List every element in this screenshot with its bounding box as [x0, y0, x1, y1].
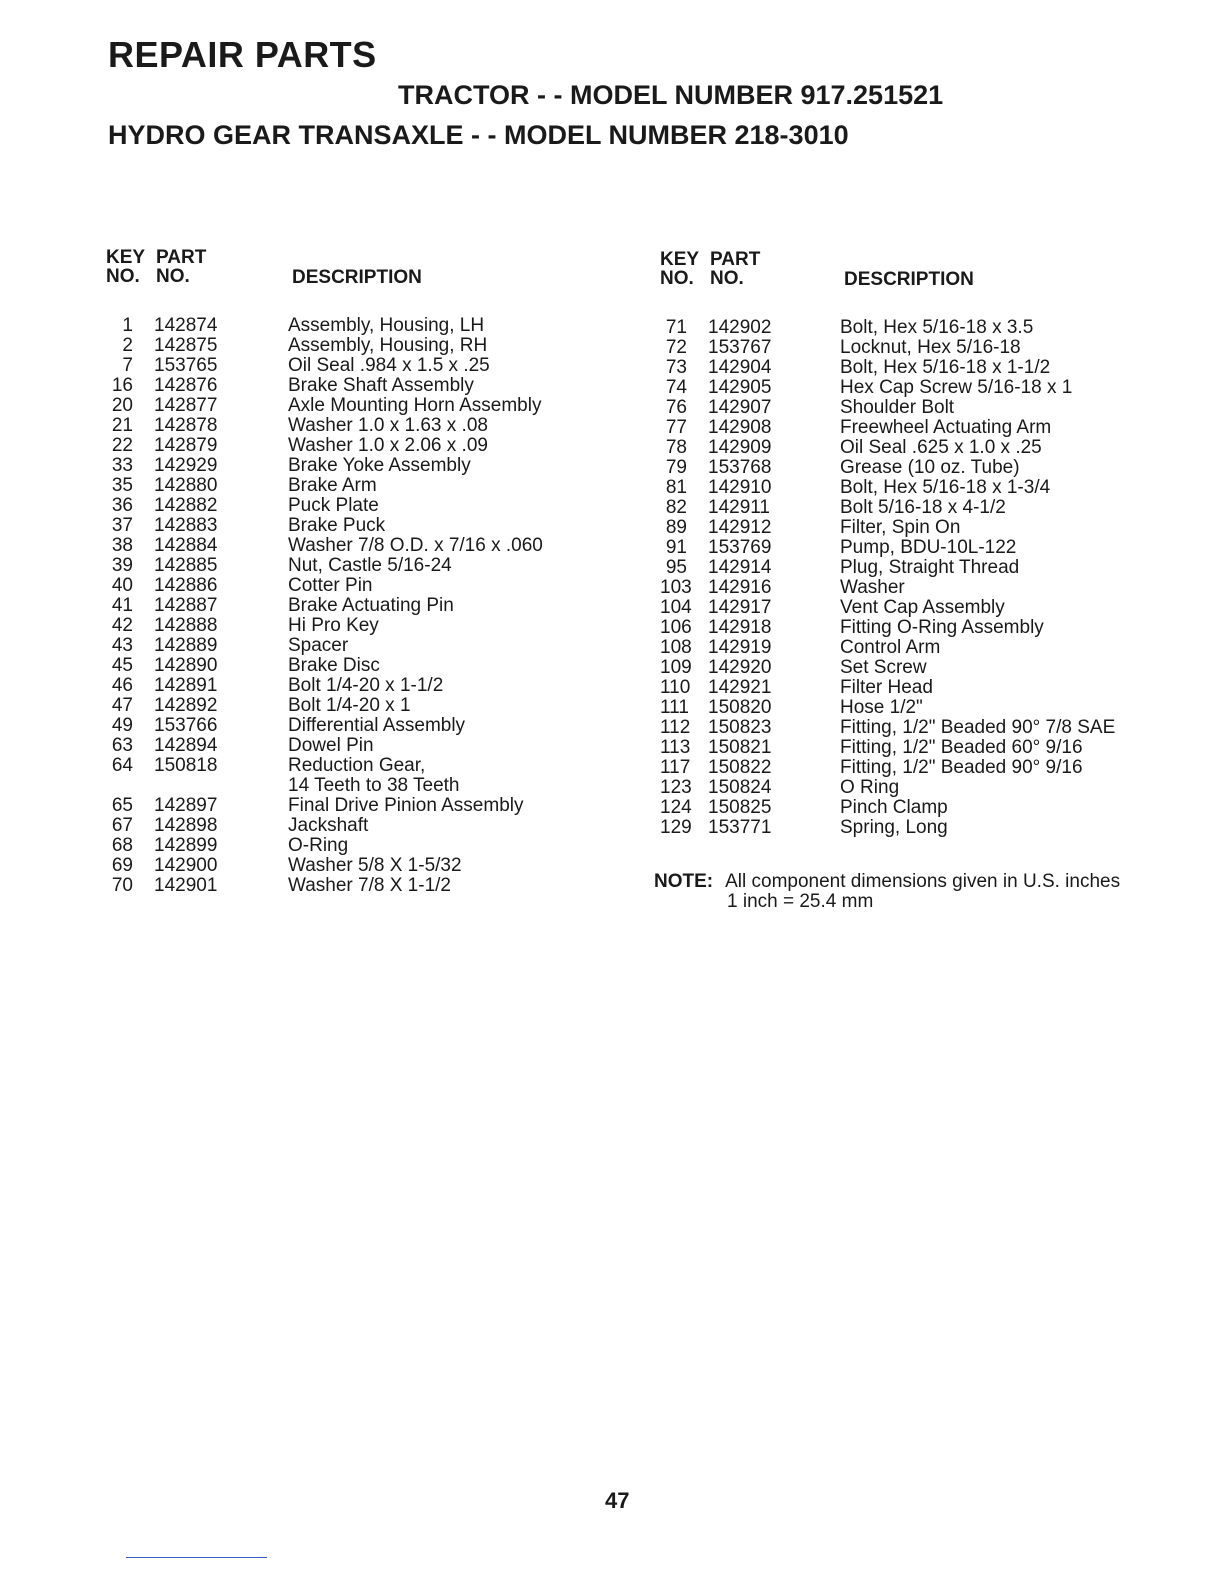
key-no: 106 [660, 617, 692, 638]
part-description: Fitting, 1/2" Beaded 90° 7/8 SAE [840, 717, 1116, 738]
part-header-bottom: NO. [710, 268, 744, 289]
key-no: 67 [111, 815, 133, 836]
key-no: 40 [111, 575, 133, 596]
part-description: O-Ring [288, 835, 349, 856]
part-description: Assembly, Housing, LH [288, 315, 485, 336]
key-no: 123 [660, 777, 692, 798]
key-no: 112 [660, 717, 691, 738]
part-no: 142921 [708, 677, 772, 698]
key-no: 89 [665, 517, 687, 538]
part-description: Pinch Clamp [840, 797, 948, 818]
part-description: Bolt, Hex 5/16-18 x 1-3/4 [840, 477, 1051, 498]
key-no: 76 [665, 397, 687, 418]
key-no: 117 [660, 757, 691, 778]
part-description: Freewheel Actuating Arm [840, 417, 1052, 438]
part-description: Brake Arm [288, 475, 377, 496]
part-no: 142901 [154, 875, 218, 896]
key-no: 111 [660, 697, 689, 718]
part-description: Washer 1.0 x 2.06 x .09 [288, 435, 488, 456]
part-description: Oil Seal .984 x 1.5 x .25 [288, 355, 490, 376]
part-description: Dowel Pin [288, 735, 374, 756]
part-no: 142874 [154, 315, 218, 336]
key-header-top: KEY [660, 249, 700, 270]
part-description: Axle Mounting Horn Assembly [288, 395, 542, 416]
part-header-top: PART [156, 247, 207, 268]
part-description: Brake Actuating Pin [288, 595, 454, 616]
note-line-1: All component dimensions given in U.S. inches [725, 871, 1121, 892]
key-no: 41 [111, 595, 133, 616]
part-description: O Ring [840, 777, 900, 798]
key-no: 20 [111, 395, 133, 416]
transaxle-model-heading: HYDRO GEAR TRANSAXLE - - MODEL NUMBER 218-3010 [108, 120, 849, 150]
part-no: 142879 [154, 435, 218, 456]
key-no: 7 [122, 355, 133, 376]
part-no: 142909 [708, 437, 772, 458]
part-no: 142910 [708, 477, 772, 498]
key-no: 91 [665, 537, 687, 558]
part-no: 142904 [708, 357, 772, 378]
part-description: Bolt 5/16-18 x 4-1/2 [840, 497, 1006, 518]
part-description: Spacer [288, 635, 349, 656]
part-no: 153765 [154, 355, 218, 376]
part-description: Grease (10 oz. Tube) [840, 457, 1020, 478]
key-no: 43 [111, 635, 133, 656]
key-no: 16 [111, 375, 133, 396]
part-no: 142877 [154, 395, 218, 416]
part-description: Set Screw [840, 657, 927, 678]
page-number: 47 [605, 1488, 630, 1513]
part-description: Jackshaft [288, 815, 369, 836]
part-no: 142918 [708, 617, 772, 638]
part-description: Nut, Castle 5/16-24 [288, 555, 452, 576]
part-no: 142889 [154, 635, 218, 656]
part-description: Final Drive Pinion Assembly [288, 795, 524, 816]
part-no: 142886 [154, 575, 218, 596]
part-no: 142888 [154, 615, 218, 636]
part-no: 142887 [154, 595, 218, 616]
key-no: 37 [111, 515, 133, 536]
key-no: 81 [665, 477, 687, 498]
part-no: 153769 [708, 537, 772, 558]
part-no: 142905 [708, 377, 772, 398]
part-description: Shoulder Bolt [840, 397, 955, 418]
key-no: 45 [111, 655, 133, 676]
part-no: 150820 [708, 697, 772, 718]
part-description: Reduction Gear, [288, 755, 426, 776]
part-no: 150823 [708, 717, 772, 738]
part-no: 150825 [708, 797, 772, 818]
part-description: Filter, Spin On [840, 517, 961, 538]
key-no: 39 [111, 555, 133, 576]
footer-rule [126, 1557, 267, 1558]
key-no: 70 [111, 875, 133, 896]
key-no: 79 [665, 457, 687, 478]
part-description: Brake Shaft Assembly [288, 375, 474, 396]
key-no: 78 [665, 437, 687, 458]
key-no: 64 [111, 755, 133, 776]
key-no: 47 [111, 695, 133, 716]
part-description: Assembly, Housing, RH [288, 335, 488, 356]
part-description: Cotter Pin [288, 575, 373, 596]
part-no: 142876 [154, 375, 218, 396]
part-no: 142883 [154, 515, 218, 536]
key-no: 109 [660, 657, 692, 678]
part-no: 142897 [154, 795, 218, 816]
part-description: Fitting O-Ring Assembly [840, 617, 1044, 638]
key-header-bottom: NO. [106, 266, 140, 287]
part-description: Washer 7/8 O.D. x 7/16 x .060 [288, 535, 543, 556]
part-description: Differential Assembly [288, 715, 466, 736]
key-no: 95 [665, 557, 687, 578]
part-description: Bolt, Hex 5/16-18 x 1-1/2 [840, 357, 1051, 378]
key-no: 42 [111, 615, 133, 636]
part-description: Brake Yoke Assembly [288, 455, 471, 476]
part-no: 142892 [154, 695, 218, 716]
part-no: 142891 [154, 675, 218, 696]
part-no: 142929 [154, 455, 218, 476]
part-no: 153766 [154, 715, 218, 736]
part-no: 142890 [154, 655, 218, 676]
part-no: 142875 [154, 335, 218, 356]
key-no: 38 [111, 535, 133, 556]
key-no: 73 [665, 357, 687, 378]
part-description: Spring, Long [840, 817, 948, 838]
part-no: 150818 [154, 755, 218, 776]
part-no: 150824 [708, 777, 772, 798]
key-no: 74 [665, 377, 687, 398]
key-no: 129 [660, 817, 692, 838]
part-description: Brake Puck [288, 515, 386, 536]
key-no: 63 [111, 735, 133, 756]
key-no: 36 [111, 495, 133, 516]
part-no: 142885 [154, 555, 218, 576]
part-no: 142884 [154, 535, 218, 556]
part-description: Washer 5/8 X 1-5/32 [288, 855, 462, 876]
key-no: 33 [111, 455, 133, 476]
part-no: 142911 [708, 497, 770, 518]
part-no: 142917 [708, 597, 772, 618]
part-no: 142882 [154, 495, 218, 516]
key-no: 110 [660, 677, 691, 698]
part-description: Hi Pro Key [288, 615, 379, 636]
part-description: Fitting, 1/2" Beaded 60° 9/16 [840, 737, 1083, 758]
note-line-2: 1 inch = 25.4 mm [727, 891, 874, 912]
part-description: Washer 7/8 X 1-1/2 [288, 875, 451, 896]
part-description: Control Arm [840, 637, 941, 658]
key-header-bottom: NO. [660, 268, 694, 289]
key-no: 35 [111, 475, 133, 496]
part-description: Washer 1.0 x 1.63 x .08 [288, 415, 488, 436]
key-no: 103 [660, 577, 692, 598]
part-no: 153771 [708, 817, 772, 838]
part-no: 142920 [708, 657, 772, 678]
part-no: 142900 [154, 855, 218, 876]
part-description: Brake Disc [288, 655, 380, 676]
key-no: 22 [111, 435, 133, 456]
part-description: Vent Cap Assembly [840, 597, 1005, 618]
part-description: Puck Plate [288, 495, 379, 516]
key-no: 46 [111, 675, 133, 696]
key-no: 68 [111, 835, 133, 856]
part-no: 142899 [154, 835, 218, 856]
key-no: 113 [660, 737, 691, 758]
part-description: Pump, BDU-10L-122 [840, 537, 1017, 558]
part-no: 142908 [708, 417, 772, 438]
key-no: 2 [122, 335, 133, 356]
part-no: 150821 [708, 737, 772, 758]
part-description: Locknut, Hex 5/16-18 [840, 337, 1021, 358]
part-description: Hex Cap Screw 5/16-18 x 1 [840, 377, 1073, 398]
part-no: 153767 [708, 337, 772, 358]
part-no: 150822 [708, 757, 772, 778]
part-header-bottom: NO. [156, 266, 190, 287]
part-no: 142916 [708, 577, 772, 598]
key-no: 69 [111, 855, 133, 876]
key-no: 108 [660, 637, 692, 658]
key-no: 1 [122, 315, 133, 336]
part-description: Washer [840, 577, 905, 598]
part-description: Oil Seal .625 x 1.0 x .25 [840, 437, 1042, 458]
note-label: NOTE: [654, 871, 714, 892]
part-no: 153768 [708, 457, 772, 478]
tractor-model-heading: TRACTOR - - MODEL NUMBER 917.251521 [398, 80, 944, 110]
part-description: Plug, Straight Thread [840, 557, 1020, 578]
key-header-top: KEY [106, 247, 146, 268]
key-no: 124 [660, 797, 692, 818]
part-no: 142880 [154, 475, 218, 496]
key-no: 104 [660, 597, 692, 618]
part-description: Fitting, 1/2" Beaded 90° 9/16 [840, 757, 1083, 778]
part-no: 142894 [154, 735, 218, 756]
key-no: 65 [111, 795, 133, 816]
key-no: 72 [665, 337, 687, 358]
part-description: Filter Head [840, 677, 933, 698]
part-description: Bolt 1/4-20 x 1-1/2 [288, 675, 444, 696]
part-description: 14 Teeth to 38 Teeth [288, 775, 460, 796]
key-no: 77 [665, 417, 687, 438]
part-no: 142907 [708, 397, 772, 418]
page-title: REPAIR PARTS [108, 34, 377, 75]
part-no: 142878 [154, 415, 218, 436]
part-description: Bolt 1/4-20 x 1 [288, 695, 411, 716]
part-no: 142898 [154, 815, 218, 836]
part-header-top: PART [710, 249, 761, 270]
part-no: 142912 [708, 517, 772, 538]
part-description: Hose 1/2" [840, 697, 923, 718]
key-no: 21 [111, 415, 133, 436]
key-no: 82 [665, 497, 687, 518]
description-header: DESCRIPTION [844, 269, 974, 290]
part-no: 142902 [708, 317, 772, 338]
key-no: 71 [665, 317, 687, 338]
part-no: 142914 [708, 557, 772, 578]
key-no: 49 [111, 715, 133, 736]
part-no: 142919 [708, 637, 772, 658]
description-header: DESCRIPTION [292, 267, 422, 288]
part-description: Bolt, Hex 5/16-18 x 3.5 [840, 317, 1034, 338]
